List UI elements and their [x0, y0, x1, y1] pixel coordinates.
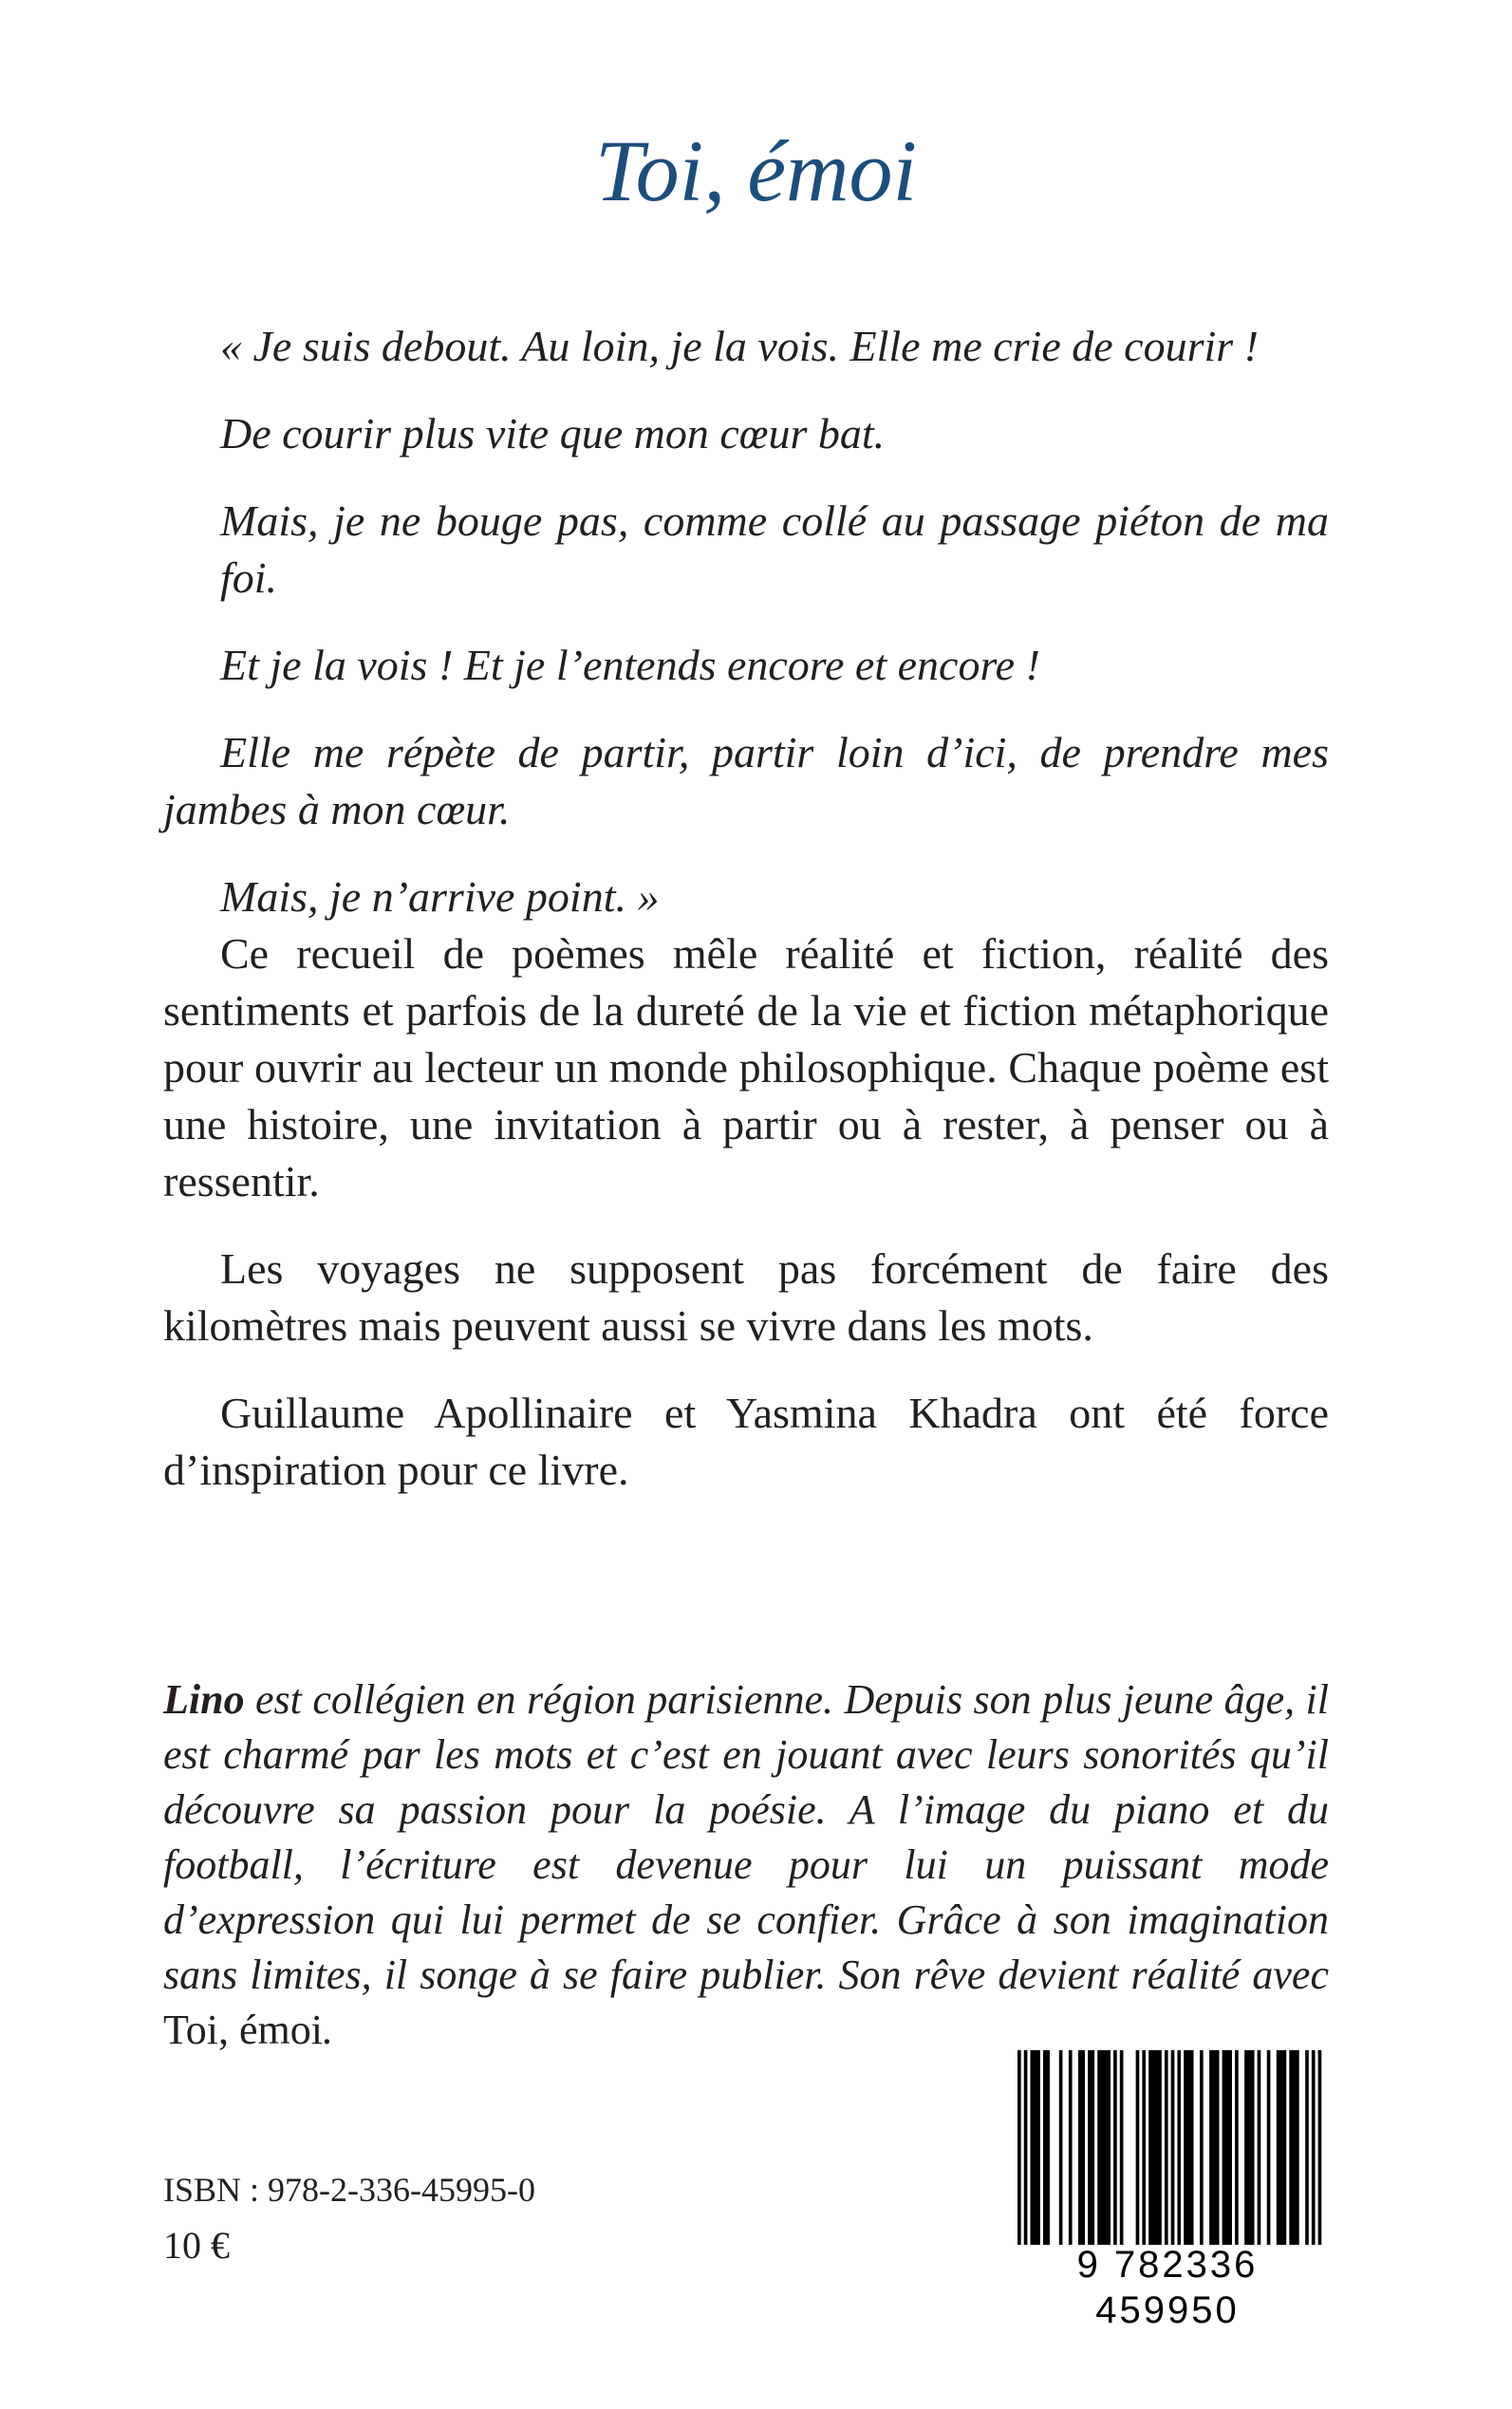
barcode-bar	[1296, 2050, 1299, 2245]
author-biography	[163, 1672, 1329, 2058]
poem-line: Et je la vois ! Et je l’entends encore et encore !	[220, 641, 1040, 689]
barcode-bar	[1228, 2050, 1232, 2245]
poem-line: Mais, je ne bouge pas, comme collé au passage piéton de ma foi.	[220, 496, 1329, 602]
barcode-bars	[1006, 2050, 1329, 2245]
poem-line: Mais, je n’arrive point. »	[220, 872, 660, 921]
barcode-digits: 9 782336 459950	[1076, 2244, 1259, 2331]
barcode-bar	[1235, 2050, 1239, 2245]
poem-excerpt	[163, 318, 1329, 956]
poem-line: « Je suis debout. Au loin, je la vois. Elle me crie de courir !	[220, 322, 1259, 370]
barcode-bar	[1024, 2050, 1028, 2245]
barcode-bar	[1091, 2050, 1094, 2245]
biography-book-title: Toi, émoi	[163, 2007, 324, 2053]
barcode-bar	[1209, 2050, 1213, 2245]
barcode-bar	[1081, 2050, 1085, 2245]
barcode-bar	[1078, 2050, 1082, 2245]
barcode-bar	[1151, 2050, 1155, 2245]
barcode-bar	[1113, 2050, 1117, 2245]
barcode-bar	[1184, 2050, 1187, 2245]
barcode-bar	[1017, 2050, 1021, 2245]
author-name: Lino	[163, 1676, 245, 1723]
barcode-bar	[1200, 2050, 1204, 2245]
barcode-bar	[1244, 2050, 1248, 2245]
barcode-bar	[1258, 2050, 1261, 2245]
barcode-bar	[1165, 2050, 1168, 2245]
description-paragraph: Ce recueil de poèmes mêle réalité et fiction, réalité des sentiments et parfois de la dureté de la vie et fiction métaphorique pour ouvrir au lecteur un monde philosophique. Chaque poème est une histoire, une invitation à partir ou à rester, à penser ou à ressentir.	[163, 929, 1329, 1205]
poem-line: De courir plus vite que mon cœur bat.	[220, 409, 886, 458]
barcode-bar	[1312, 2050, 1316, 2245]
barcode-bar	[1043, 2050, 1047, 2245]
isbn-barcode	[1006, 2050, 1329, 2331]
barcode-bar	[1267, 2050, 1271, 2245]
barcode-bar	[1216, 2050, 1220, 2245]
barcode-bar	[1289, 2050, 1293, 2245]
barcode-bar	[1120, 2050, 1124, 2245]
barcode-bar	[1069, 2050, 1073, 2245]
barcode-bar	[1171, 2050, 1175, 2245]
barcode-bar	[1187, 2050, 1191, 2245]
description-paragraph: Guillaume Apollinaire et Yasmina Khadra ont été force d’inspiration pour ce livre.	[163, 1389, 1329, 1494]
barcode-bar	[1104, 2050, 1108, 2245]
book-description	[163, 925, 1329, 1529]
book-title: Toi, émoi	[594, 122, 918, 219]
biography-end: .	[323, 2007, 334, 2053]
barcode-bar	[1225, 2050, 1229, 2245]
barcode-bar	[1155, 2050, 1159, 2245]
barcode-bar	[1030, 2050, 1034, 2245]
barcode-bar	[1034, 2050, 1037, 2245]
isbn-number: ISBN : 978-2-336-45995-0	[163, 2171, 535, 2209]
barcode-bar	[1251, 2050, 1255, 2245]
barcode-bar	[1148, 2050, 1152, 2245]
barcode-bar	[1318, 2050, 1322, 2245]
poem-line: Elle me répète de partir, partir loin d’ici, de prendre mes jambes à mon cœur.	[163, 728, 1329, 833]
barcode-bar	[1248, 2050, 1252, 2245]
barcode-bar	[1088, 2050, 1092, 2245]
barcode-bar	[1046, 2050, 1050, 2245]
barcode-bar	[1305, 2050, 1309, 2245]
description-paragraph: Les voyages ne supposent pas forcément de faire des kilomètres mais peuvent aussi se vivre dans les mots.	[163, 1244, 1329, 1350]
barcode-bar	[1107, 2050, 1111, 2245]
barcode-bar	[1059, 2050, 1063, 2245]
barcode-bar	[1293, 2050, 1297, 2245]
barcode-bar	[1142, 2050, 1146, 2245]
barcode-bar	[1136, 2050, 1140, 2245]
barcode-bar	[1223, 2050, 1226, 2245]
barcode-bar	[1277, 2050, 1280, 2245]
biography-text: est collégien en région parisienne. Depuis son plus jeune âge, il est charmé par les mots et c’est en jouant avec leurs sonorités qu’il découvre sa passion pour la poésie. A l’image du piano et du football, l’écriture est devenue pour lui un puissant mode d’expression qui lui permet de se confier. Grâce à son imagination sans limites, il songe à se faire publier. Son rêve devient réalité avec	[163, 1676, 1329, 1998]
barcode-bar	[1101, 2050, 1105, 2245]
barcode-bar	[1158, 2050, 1162, 2245]
barcode-bar	[1190, 2050, 1194, 2245]
barcode-bar	[1283, 2050, 1287, 2245]
barcode-bar	[1279, 2050, 1283, 2245]
barcode-bar	[1097, 2050, 1101, 2245]
barcode-bar	[1212, 2050, 1216, 2245]
price: 10 €	[163, 2224, 230, 2267]
barcode-bar	[1036, 2050, 1040, 2245]
barcode-bar	[1177, 2050, 1181, 2245]
